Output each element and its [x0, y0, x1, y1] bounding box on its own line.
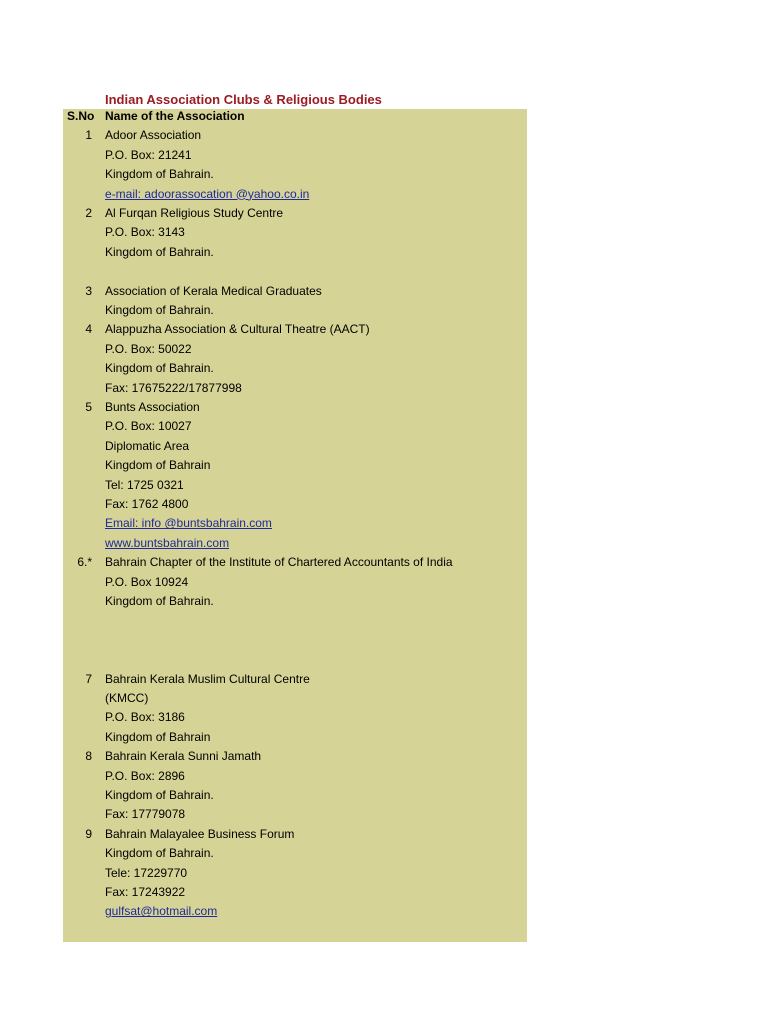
entry-text: P.O. Box: 3186 [105, 710, 185, 725]
entry-text: Fax: 1762 4800 [105, 497, 189, 511]
entry-text: P.O. Box 10924 [105, 574, 189, 589]
table-row [63, 301, 527, 320]
table-row [63, 553, 527, 572]
serial-number: 7 [85, 671, 92, 686]
table-row [63, 146, 527, 165]
entry-text: Bahrain Kerala Sunni Jamath [105, 749, 262, 764]
entry-text: Kingdom of Bahrain [105, 458, 211, 473]
entry-text: Kingdom of Bahrain. [105, 594, 214, 608]
table-row [63, 767, 527, 786]
table-row [63, 592, 527, 611]
table-row [63, 398, 527, 417]
entry-text: Fax: 17675222/17877998 [105, 380, 242, 395]
table-row [63, 476, 527, 495]
entry-text: Al Furqan Religious Study Centre [105, 206, 284, 220]
name-header: Name of the Association [105, 109, 245, 123]
entry-text: P.O. Box: 50022 [105, 341, 192, 356]
entry-text: Bahrain Malayalee Business Forum [105, 826, 295, 841]
entry-text: Fax: 17779078 [105, 807, 186, 822]
table-row [63, 185, 527, 204]
serial-number: 4 [85, 322, 92, 337]
table-row [63, 359, 527, 378]
table-row [63, 689, 527, 708]
serial-number: 1 [85, 128, 92, 143]
entry-text: Tel: 1725 0321 [105, 477, 184, 492]
table-row [63, 514, 527, 533]
table-row [63, 883, 527, 902]
entry-text: (KMCC) [105, 691, 149, 705]
serial-number: 2 [85, 206, 92, 220]
entry-text: P.O. Box: 3143 [105, 225, 185, 240]
table-row [63, 126, 527, 145]
sno-header: S.No [67, 109, 95, 123]
table-row [63, 223, 527, 242]
entry-text: P.O. Box: 2896 [105, 768, 185, 783]
table-row [63, 495, 527, 514]
entry-text: Fax: 17243922 [105, 885, 186, 899]
entry-text: P.O. Box: 21241 [105, 147, 192, 162]
table-row [63, 165, 527, 184]
table-row [63, 437, 527, 456]
table-row [63, 417, 527, 436]
entry-text: P.O. Box: 10027 [105, 419, 192, 434]
entry-text: Kingdom of Bahrain. [105, 361, 214, 376]
entry-text: Bahrain Chapter of the Institute of Chartered Accountants of India [105, 555, 453, 570]
contact-link[interactable]: Email: info @buntsbahrain.com [105, 516, 272, 531]
serial-number: 6.* [77, 555, 92, 570]
table-row [63, 282, 527, 301]
table-row [63, 864, 527, 883]
entry-text: Kingdom of Bahrain [105, 729, 211, 744]
entry-text: Bunts Association [105, 400, 200, 414]
serial-number: 9 [85, 826, 92, 841]
entry-text: Bahrain Kerala Muslim Cultural Centre [105, 671, 310, 686]
table-row [63, 631, 527, 650]
entry-text: Diplomatic Area [105, 438, 190, 453]
serial-number: 8 [85, 749, 92, 764]
page-title: Indian Association Clubs & Religious Bodies [105, 92, 382, 107]
serial-number: 3 [85, 283, 92, 298]
table-row [63, 670, 527, 689]
serial-number: 5 [85, 400, 92, 414]
entry-text: Association of Kerala Medical Graduates [105, 283, 322, 298]
table-row [63, 611, 527, 630]
entry-text: Kingdom of Bahrain. [105, 244, 214, 259]
table-row [63, 786, 527, 805]
table-row [63, 262, 527, 281]
table-row [63, 825, 527, 844]
entry-text: Kingdom of Bahrain. [105, 846, 214, 861]
table-row [63, 534, 527, 553]
contact-link[interactable]: gulfsat@hotmail.com [105, 904, 218, 919]
table-row [63, 747, 527, 766]
table-row [63, 204, 527, 223]
entry-text: Alappuzha Association & Cultural Theatre (AACT) [105, 322, 370, 337]
contact-link[interactable]: e-mail: adoorassocation @yahoo.co.in [105, 186, 310, 201]
table-header-row [63, 107, 527, 126]
table-row [63, 243, 527, 262]
table-row [63, 805, 527, 824]
table-row [63, 728, 527, 747]
entry-text: Kingdom of Bahrain. [105, 788, 214, 802]
entry-text: Adoor Association [105, 128, 202, 143]
table-row [63, 456, 527, 475]
association-table [63, 109, 527, 942]
table-row [63, 902, 527, 921]
table-row [63, 708, 527, 727]
table-row [63, 379, 527, 398]
entry-text: Kingdom of Bahrain. [105, 167, 214, 182]
entry-text: Tele: 17229770 [105, 865, 188, 880]
table-row [63, 573, 527, 592]
table-row [63, 340, 527, 359]
table-row [63, 844, 527, 863]
table-row [63, 650, 527, 669]
table-row [63, 320, 527, 339]
entry-text: Kingdom of Bahrain. [105, 303, 214, 317]
contact-link[interactable]: www.buntsbahrain.com [105, 535, 230, 550]
